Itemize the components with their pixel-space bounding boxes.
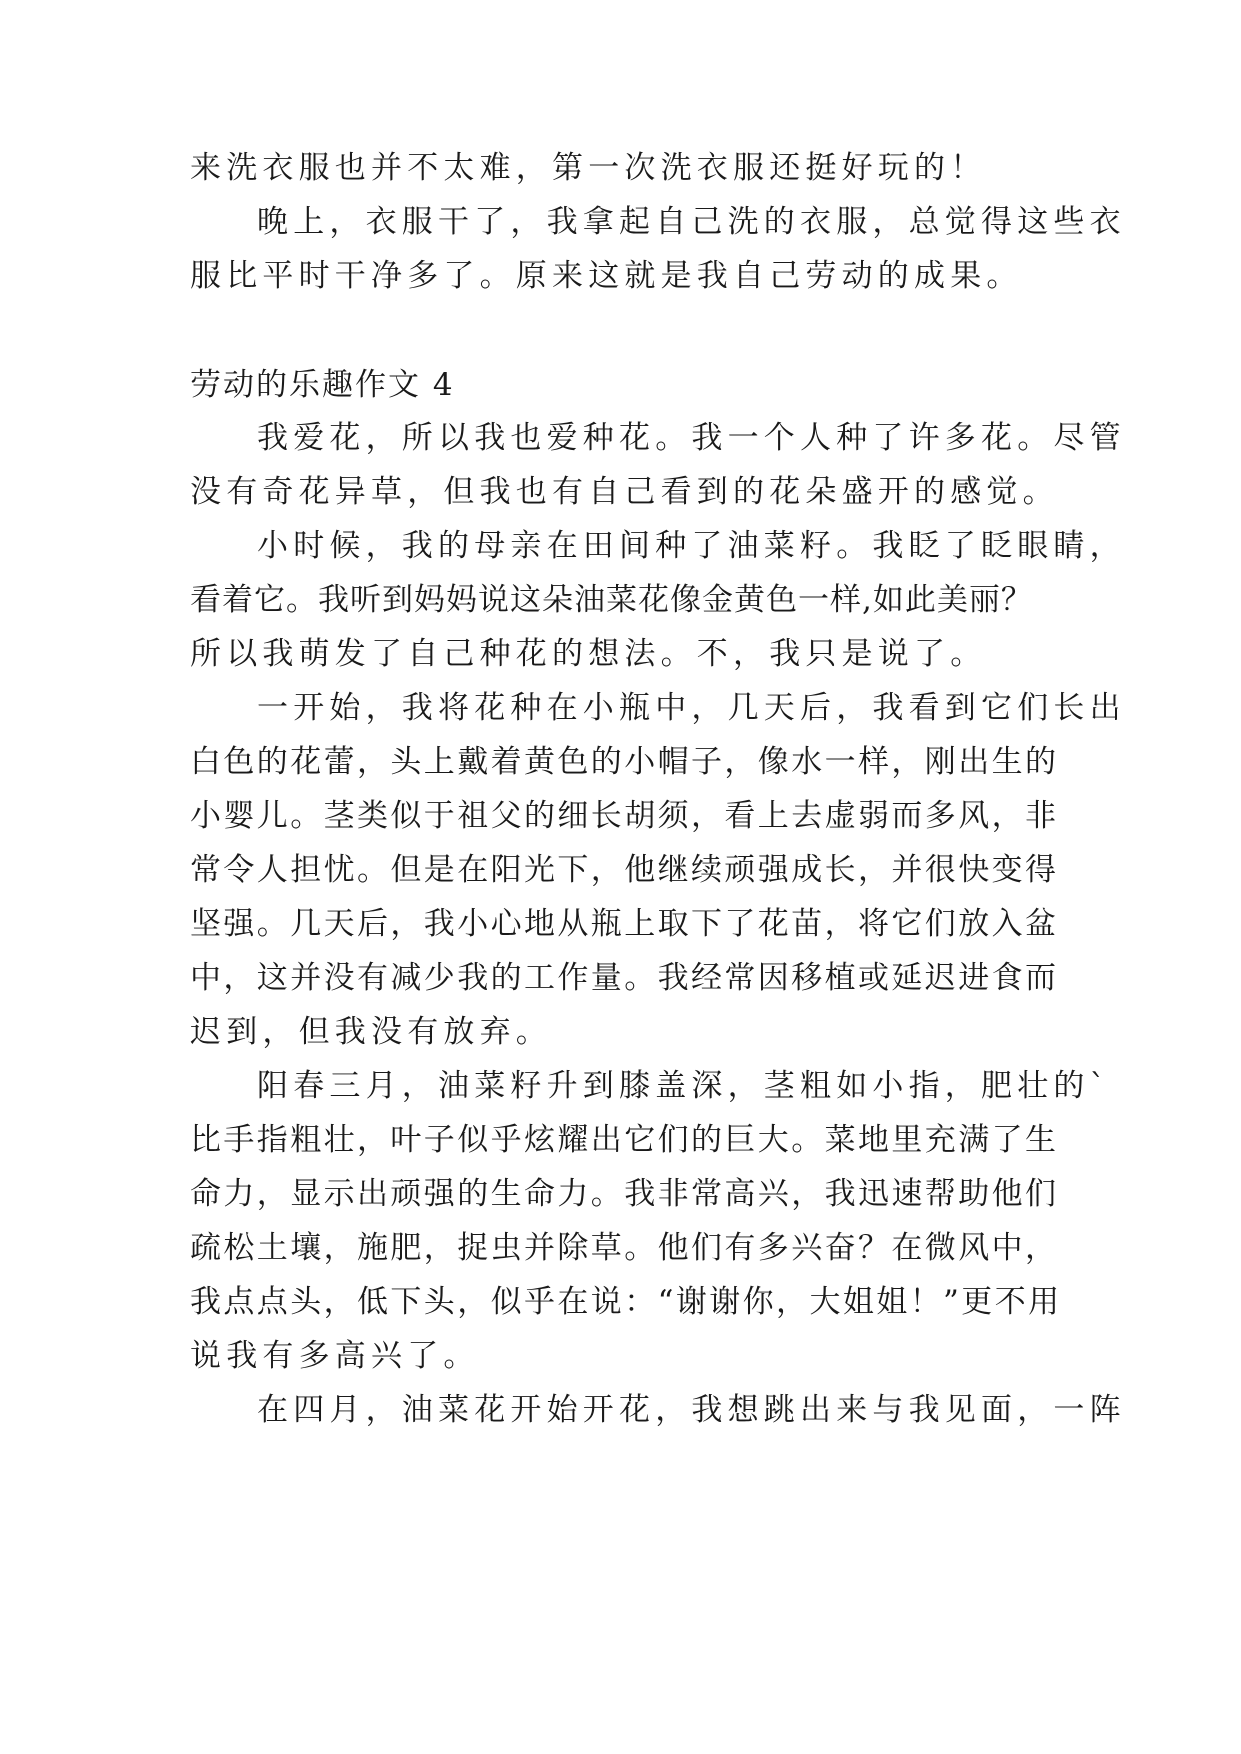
text-line: 没有奇花异草，但我也有自己看到的花朵盛开的感觉。 [190, 474, 1059, 510]
paragraph-first-line: 小时候，我的母亲在田间种了油菜籽。我眨了眨眼睛， [257, 528, 1126, 564]
text-line: 比手指粗壮，叶子似乎炫耀出它们的巨大。菜地里充满了生 [190, 1122, 1059, 1158]
text-line: 常令人担忧。但是在阳光下，他继续顽强成长，并很快变得 [190, 852, 1059, 888]
text-line: 坚强。几天后，我小心地从瓶上取下了花苗，将它们放入盆 [190, 906, 1059, 942]
text-line: 疏松土壤，施肥，捉虫并除草。他们有多兴奋？在微风中， [190, 1230, 1059, 1266]
text-line: 小婴儿。茎类似于祖父的细长胡须，看上去虚弱而多风，非 [190, 798, 1059, 834]
text-line: 服比平时干净多了。原来这就是我自己劳动的成果。 [190, 258, 1023, 294]
text-line: 所以我萌发了自己种花的想法。不，我只是说了。 [190, 636, 987, 672]
text-line: 说我有多高兴了。 [190, 1338, 480, 1374]
text-line: 迟到，但我没有放弃。 [190, 1014, 552, 1050]
text-line: 白色的花蕾，头上戴着黄色的小帽子，像水一样，刚出生的 [190, 744, 1059, 780]
text-line: 命力，显示出顽强的生命力。我非常高兴，我迅速帮助他们 [190, 1176, 1059, 1212]
paragraph-first-line: 我爱花，所以我也爱种花。我一个人种了许多花。尽管 [257, 420, 1126, 456]
paragraph-first-line: 一开始，我将花种在小瓶中，几天后，我看到它们长出 [257, 690, 1126, 726]
paragraph-first-line: 阳春三月，油菜籽升到膝盖深，茎粗如小指，肥壮的` [257, 1068, 1111, 1104]
text-line: 中，这并没有减少我的工作量。我经常因移植或延迟进食而 [190, 960, 1059, 996]
paragraph-first-line: 在四月，油菜花开始开花，我想跳出来与我见面，一阵 [257, 1392, 1126, 1428]
text-line: 看着它。我听到妈妈说这朵油菜花像金黄色一样,如此美丽？ [190, 582, 1033, 618]
section-title: 劳动的乐趣作文 4 [190, 367, 455, 403]
paragraph-first-line: 晚上，衣服干了，我拿起自己洗的衣服，总觉得这些衣 [257, 204, 1126, 240]
text-line: 我点点头，低下头，似乎在说：“谢谢你，大姐姐！”更不用 [190, 1284, 1062, 1320]
text-line: 来洗衣服也并不太难，第一次洗衣服还挺好玩的！ [190, 150, 987, 186]
